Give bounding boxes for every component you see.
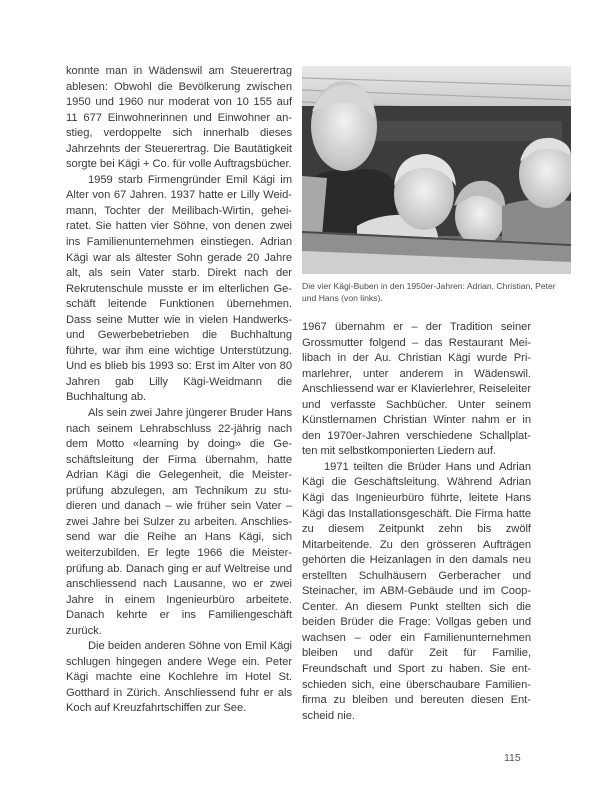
page-number: 115 xyxy=(504,752,521,764)
family-photo xyxy=(302,66,571,274)
left-text-column xyxy=(66,64,292,717)
paragraph: 1959 starb Firmengründer Emil Kägi im Alter von 67 Jahren. 1937 hatte er Lilly Weidmann, Tochter der Meilibach-Wirtin, geheiratet. Sie hatten vier Söhne, von denen zwei ins Familienunternehmen einstiegen. Adrian Kägi war als ältester Sohn gerade 20 Jahre alt, als sein Vater starb. Direkt nach der Rekrutenschule musste er im elterlichen Geschäft leitende Funktionen übernehmen. Dass seine Mutter wie in vielen Handwerks- und Gewerbebetrieben die Buchhaltung führte, war ihm eine wichtige Unterstützung. Und es blieb bis 1993 so: Erst im Alter von 80 Jahren gab Lilly Kägi-Weidmann die Buchhaltung ab. xyxy=(66,173,292,404)
paragraph: 1971 teilten die Brüder Hans und Adrian Kägi die Geschäftsleitung. Während Adrian Kägi das Ingenieurbüro führte, leitete Hans Kägi das Installationsgeschäft. Die Firma hatte zu diesem Zeitpunkt zehn bis zwölf Mitarbeitende. Zu den grösseren Aufträgen gehörten die Heizanlagen in den damals neu erstellten Schulhäusern Gerberacher und Steinacher, im ABM-Gebäude und im Coop-Center. An diesem Punkt stellten sich die beiden Brüder die Frage: Vollgas geben und wachsen – oder ein Familienunternehmen bleiben und dafür Zeit für Familie, Freundschaft und Sport zu haben. Sie entschieden sich, eine überschaubare Familienfirma zu bleiben und bereuten diesen Entscheid nie. xyxy=(302,460,531,722)
right-text-column xyxy=(302,320,531,724)
paragraph: konnte man in Wädenswil am Steuerertrag ablesen: Obwohl die Bevölkerung zwischen 1950 und 1960 nur moderat von 10 155 auf 11 677 Einwohnerinnen und Einwohner anstieg, verdoppelte sich innerhalb dieses Jahrzehnts der Steuerertrag. Die Bautätigkeit sorgte bei Kägi + Co. für volle Auftragsbücher. xyxy=(66,65,292,171)
paragraph: Die beiden anderen Söhne von Emil Kägi schlugen hingegen andere Wege ein. Peter Kägi machte eine Kochlehre im Hotel St. Gotthard in Zürich. Anschliessend fuhr er als Koch auf Kreuzfahrtschiffen zur See. xyxy=(66,640,292,715)
paragraph: Als sein zwei Jahre jüngerer Bruder Hans nach seinem Lehrabschluss 22-jährig nach dem Motto «learning by doing» die Geschäftsleitung der Firma übernahm, hatte Adrian Kägi die Gelegenheit, die Meisterprüfung abzulegen, am Technikum zu studieren und danach – wie früher sein Vater – zwei Jahre bei Sulzer zu arbeiten. Anschliessend war die Reihe an Hans Kägi, sich weiterzubilden. Er legte 1966 die Meisterprüfung ab. Danach ging er auf Weltreise und anschliessend nach Lausanne, wo er zwei Jahre in einem Ingenieurbüro arbeitete. Danach kehrte er ins Familiengeschäft zurück. xyxy=(66,407,292,637)
photo-caption: Die vier Kägi-Buben in den 1950er-Jahren: Adrian, Christian, Peter und Hans (von links). xyxy=(302,281,556,303)
paragraph: 1967 übernahm er – der Tradition seiner Grossmutter folgend – das Restaurant Meilibach in der Au. Christian Kägi wurde Primarlehrer, unter anderem in Wädenswil. Anschliessend war er Klavierlehrer, Reiseleiter und verfasste Sachbücher. Unter seinem Künstlernamen Christian Winter nahm er in den 1970er-Jahren verschiedene Schallplatten mit selbstkomponierten Liedern auf. xyxy=(302,321,531,458)
